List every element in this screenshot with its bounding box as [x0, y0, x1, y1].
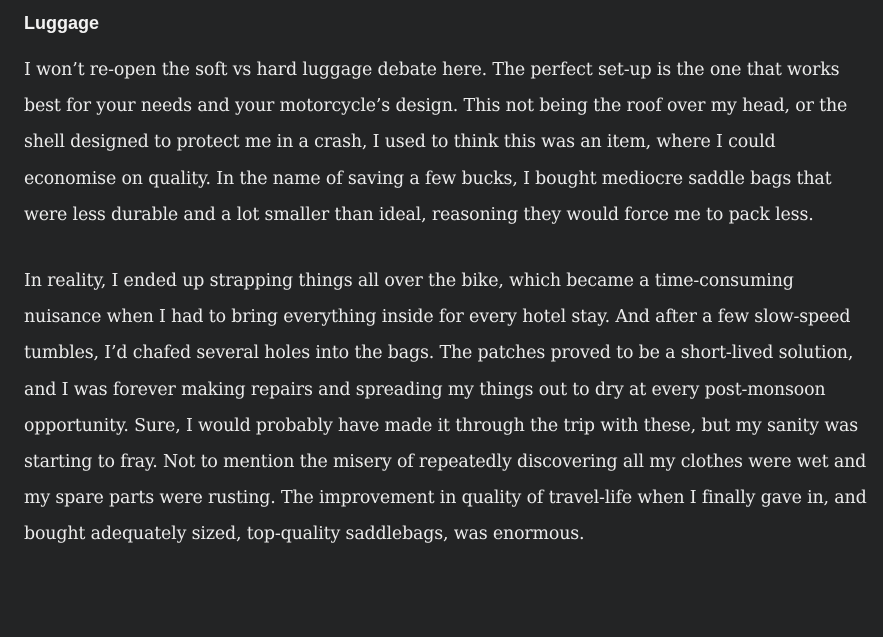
paragraph-2: In reality, I ended up strapping things all over the bike, which became a time-consuming nuisance when I had to bring everything inside for every hotel stay. And after a few slow-speed tumbles, I’d chafed several holes into the bags. The patches proved to be a short-lived solution, and I was forever making repairs and spreading my things out to dry at every post-monsoon opportunity. Sure, I would probably have made it through the trip with these, but my sanity was starting to fray. Not to mention the misery of repeatedly discovering all my clothes were wet and my spare parts were rusting. The improvement in quality of travel-life when I finally gave in, and bought adequately sized, top-quality saddlebags, was enormous. — [24, 271, 867, 545]
article — [24, 0, 870, 553]
section-heading: Luggage — [24, 13, 99, 33]
paragraph-1: I won’t re-open the soft vs hard luggage debate here. The perfect set-up is the one that works best for your needs and your motorcycle’s design. This not being the roof over my head, or the shell designed to protect me in a crash, I used to think this was an item, where I could economise on quality. In the name of saving a few bucks, I bought mediocre saddle bags that were less durable and a lot smaller than ideal, reasoning they would force me to pack less. — [24, 60, 848, 225]
